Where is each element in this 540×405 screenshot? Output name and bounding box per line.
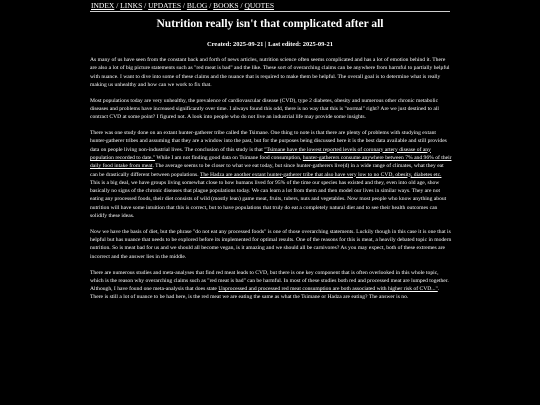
nav-separator: / — [207, 1, 214, 10]
paragraph-text: There was one study done on an extant hunter-gatherer tribe called the Tsimane. One thing to note is that there are plenty of problems with studying extant hunter-gatherer tribes and assuming that they are a window into the past, but for the purposes being discussed here it is the best data available and still provides data on people living non-industrial lives. The conclusion of this study is that — [90, 130, 447, 153]
nav-link-books[interactable]: BOOKS — [213, 1, 239, 10]
nav-separator: / — [238, 1, 245, 10]
top-nav — [91, 1, 274, 11]
nav-link-blog[interactable]: BLOG — [186, 1, 208, 10]
nav-link-links[interactable]: LINKS — [120, 1, 143, 10]
paragraph-text: This is a big deal, we have groups living somewhat close to how humans lived for 95% of the time our species has existed and they, even into old age, show basically no signs of the chronic diseases that plague populations today. We can learn a lot from them and then model our lives in similar ways. They are not eating any processed foods, their diet consists of wild (mostly lean) game meat, fruits, tubers, nuts and vegetables. Now most people who know anything about nutrition will have some intuition that this is correct, but to have populations that truly do eat a completely natural diet and to see their health outcomes can solidify these ideas. — [90, 179, 447, 220]
nav-separator: / — [114, 1, 121, 10]
paragraph-health: Most populations today are very unhealthy, the prevalence of cardiovascular disease (CVD), type 2 diabetes, obesity and numerous other chronic metabolic diseases and problems have increased significantly over time. I always found this odd, there is no way that this is "normal" right? Are we just destined to all contract CVD at some point? I figured not. A look into people who do not live an industrial life may provide some insights. — [90, 97, 439, 121]
paragraph-text: While I am not finding good data on Tsimane food consumption, — [155, 154, 303, 161]
paragraph-intro: As many of us have seen from the constant back and forth of news articles, nutrition science often seems complicated and has a lot of emotion behind it. There are also a lot of big picture statements such as "red meat is bad" and the like. These sort of overarching claims can be anywhere from harmful to partially helpful with nuance. I want to dive into some of these claims and the nuance that is required to make them be helpful. The overall goal is to determine what is really making us unhealthy and how can we work to fix that. — [90, 57, 450, 88]
nav-link-quotes[interactable]: QUOTES — [244, 1, 275, 10]
nav-separator: / — [181, 1, 187, 10]
article-dates: Created: 2025-09-21 | Last edited: 2025-09-21 — [206, 41, 334, 48]
article-body — [90, 56, 452, 309]
tsimane-study-link[interactable]: "Tsimane have the lowest reported levels of coronary artery disease of any population recorded to date." — [90, 146, 431, 161]
paragraph-red-meat — [90, 269, 452, 302]
meta-analysis-link[interactable]: Unprocessed and processed red meat consumption are both associated with higher risk of CVD..." — [218, 286, 438, 293]
nav-divider — [90, 11, 450, 12]
hadza-link[interactable]: The Hadza are another extant hunter-gatherer tribe that also have very low to no CVD, obesity, diabetes etc. — [199, 171, 442, 178]
nav-separator: / — [142, 1, 149, 10]
paragraph-text: . There is still a lot of nuance to be had here, is the red meat we are eating the same as what the Tsimane or Hadza are eating? The answer is no. — [90, 286, 440, 301]
nav-link-index[interactable]: INDEX — [91, 1, 115, 10]
article-title: Nutrition really isn't that complicated after all — [156, 18, 384, 30]
hunter-gatherer-meat-link[interactable]: hunter-gatherers consume anywhere between 7% and 96% of their daily food intake from meat — [90, 154, 452, 170]
paragraph-text: . The average seems to be closer to what we eat today, but since hunter-gatherers live(d) in a wide range of climates, what they eat can be drastically different between populations. — [90, 163, 444, 178]
paragraph-tsimane — [90, 129, 452, 220]
nav-link-updates[interactable]: UPDATES — [148, 1, 182, 10]
paragraph-text: There are numerous studies and meta-analyses that find red meat leads to CVD, but there is one key component that is often overlooked in this whole topic, which is the reason why overarching claims such as "red meat is bad" can be harmful. In most of these studies both red and processed meat are lumped together. Although, I have found one meta-analysis that does state — [90, 269, 449, 293]
paragraph-processed-foods: Now we have the basis of diet, but the phrase "do not eat any processed foods" is one of those overarching statements. Luckily though in this case it is one that is helpful but has nuance that needs to be explored before its implemented for optimal results. One of the reasons for this is meat, a heavily debated topic in modern nutrition. So is meat bad for us and we should all become vegan, is it amazing and we should all be carnivores? As you may expect, both of these extremes are incorrect and the answer lies in the middle. — [90, 228, 452, 260]
